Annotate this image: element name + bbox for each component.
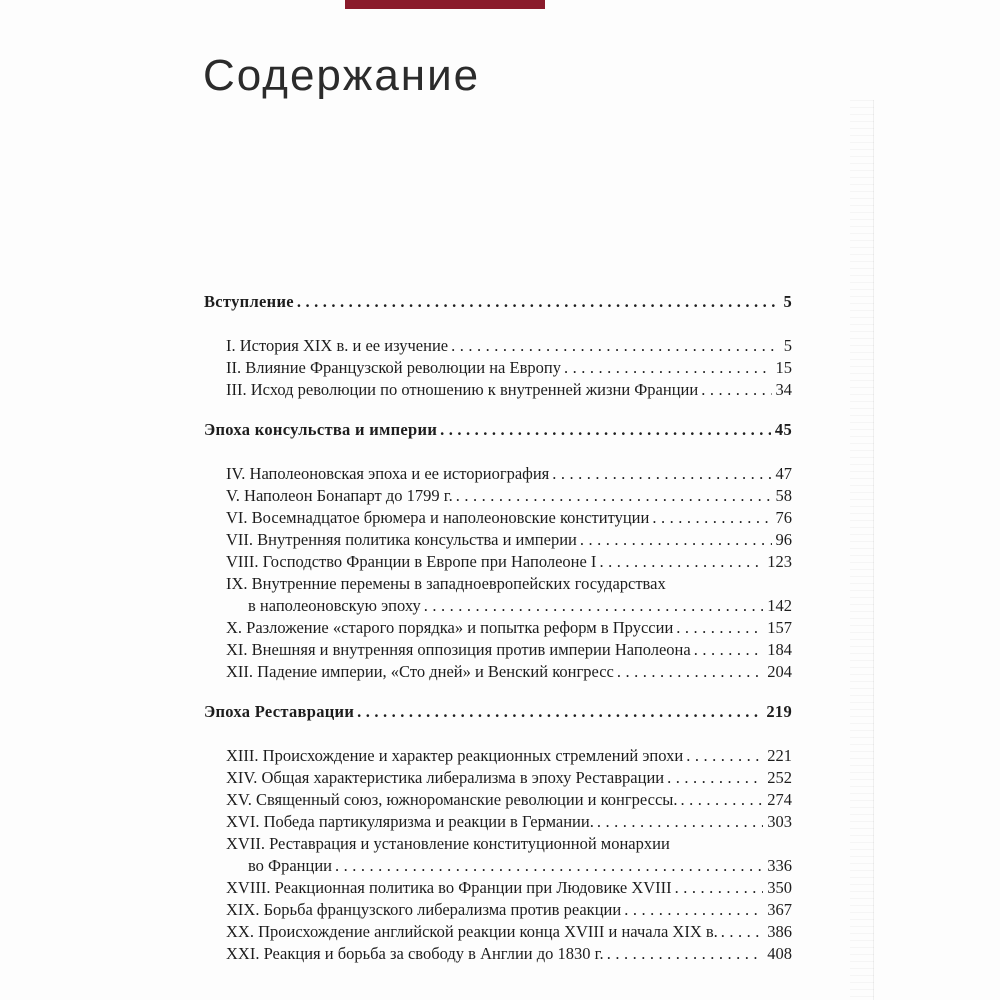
toc-section-consulate-empire xyxy=(204,419,792,683)
page-number: 47 xyxy=(775,464,792,483)
toc-row xyxy=(204,357,792,379)
toc-item-label: XVI. Победа партикуляризма и реакции в Германии. xyxy=(226,812,594,831)
page-number: 386 xyxy=(767,922,792,941)
toc-item-label: X. Разложение «старого порядка» и попытка реформ в Пруссии xyxy=(226,618,674,637)
page-number: 219 xyxy=(766,702,792,721)
page-number: 274 xyxy=(767,790,792,809)
table-of-contents xyxy=(204,291,792,965)
dot-leader xyxy=(357,701,762,723)
toc-section-header-label: Эпоха Реставрации xyxy=(204,702,355,721)
toc-row xyxy=(204,767,792,789)
toc-row xyxy=(204,661,792,683)
dot-leader xyxy=(440,419,771,441)
dot-leader xyxy=(624,899,763,921)
page-number: 5 xyxy=(783,292,792,311)
page-number: 34 xyxy=(775,380,792,399)
dot-leader xyxy=(686,745,763,767)
dot-leader xyxy=(701,379,771,401)
dot-leader xyxy=(694,639,764,661)
toc-item-label: XIII. Происхождение и характер реакционных стремлений эпохи xyxy=(226,746,684,765)
dot-leader xyxy=(681,789,764,811)
page-number: 58 xyxy=(775,486,792,505)
dot-leader xyxy=(676,617,763,639)
toc-item-label: IV. Наполеоновская эпоха и ее историография xyxy=(226,464,550,483)
dot-leader xyxy=(451,335,780,357)
dot-leader xyxy=(597,811,763,833)
dot-leader xyxy=(424,595,764,617)
toc-row xyxy=(204,811,792,833)
page-number: 96 xyxy=(775,530,792,549)
page-number: 45 xyxy=(774,420,792,439)
dot-leader xyxy=(564,357,772,379)
toc-row xyxy=(204,335,792,357)
top-image-crop-bar xyxy=(345,0,545,9)
toc-item-label-continuation: во Франции xyxy=(248,856,332,875)
dot-leader xyxy=(552,463,771,485)
toc-item-label: XX. Происхождение английской реакции конца XVIII и начала XIX в. xyxy=(226,922,718,941)
page-number: 252 xyxy=(767,768,792,787)
toc-item-label-continuation: в наполеоновскую эпоху xyxy=(248,596,421,615)
page-number: 204 xyxy=(767,662,792,681)
toc-section-header-label: Вступление xyxy=(204,292,294,311)
toc-item-label: I. История XIX в. и ее изучение xyxy=(226,336,449,355)
page-number: 184 xyxy=(767,640,792,659)
dot-leader xyxy=(667,767,763,789)
dot-leader xyxy=(297,291,780,313)
toc-item-label: XV. Священный союз, южнороманские революции и конгрессы. xyxy=(226,790,678,809)
toc-section-restoration xyxy=(204,701,792,965)
toc-row xyxy=(204,639,792,661)
toc-row-line1 xyxy=(204,573,792,595)
toc-item-label: IX. Внутренние перемены в западноевропейских государствах xyxy=(226,574,666,593)
dot-leader xyxy=(617,661,763,683)
page-number: 15 xyxy=(775,358,792,377)
page-number: 408 xyxy=(767,944,792,963)
toc-row xyxy=(204,379,792,401)
toc-section-introduction xyxy=(204,291,792,401)
toc-row-line2 xyxy=(204,595,792,617)
toc-section-header xyxy=(204,701,792,723)
toc-row xyxy=(204,551,792,573)
toc-item-label: XIV. Общая характеристика либерализма в эпоху Реставрации xyxy=(226,768,665,787)
page-number: 336 xyxy=(767,856,792,875)
toc-row xyxy=(204,745,792,767)
dot-leader xyxy=(607,943,764,965)
toc-row xyxy=(204,507,792,529)
toc-row xyxy=(204,617,792,639)
toc-row xyxy=(204,485,792,507)
toc-row-line2 xyxy=(204,855,792,877)
dot-leader xyxy=(675,877,764,899)
toc-item-label: III. Исход революции по отношению к внутренней жизни Франции xyxy=(226,380,699,399)
toc-row xyxy=(204,463,792,485)
dot-leader xyxy=(652,507,771,529)
toc-section-header xyxy=(204,291,792,313)
page-number: 221 xyxy=(767,746,792,765)
toc-section-header-label: Эпоха консульства и империи xyxy=(204,420,438,439)
page-number: 76 xyxy=(775,508,792,527)
toc-row xyxy=(204,789,792,811)
toc-item-label: XVIII. Реакционная политика во Франции при Людовике XVIII xyxy=(226,878,672,897)
page-number: 350 xyxy=(767,878,792,897)
toc-item-label: XI. Внешняя и внутренняя оппозиция против империи Наполеона xyxy=(226,640,691,659)
toc-item-label: XIX. Борьба французского либерализма против реакции xyxy=(226,900,622,919)
page-edge-shadow xyxy=(850,100,874,1000)
toc-item-label: XII. Падение империи, «Сто дней» и Венский конгресс xyxy=(226,662,614,681)
toc-item-label: XVII. Реставрация и установление конституционной монархии xyxy=(226,834,670,853)
dot-leader xyxy=(721,921,763,943)
toc-row xyxy=(204,877,792,899)
toc-row xyxy=(204,921,792,943)
toc-row xyxy=(204,899,792,921)
page-number: 157 xyxy=(767,618,792,637)
dot-leader xyxy=(599,551,763,573)
toc-item-label: V. Наполеон Бонапарт до 1799 г. xyxy=(226,486,453,505)
toc-item-label: VI. Восемнадцатое брюмера и наполеоновские конституции xyxy=(226,508,650,527)
toc-row-wrapped xyxy=(204,573,792,617)
toc-item-label: XXI. Реакция и борьба за свободу в Англии до 1830 г. xyxy=(226,944,604,963)
page-title: Содержание xyxy=(203,51,481,100)
page-number: 123 xyxy=(767,552,792,571)
dot-leader xyxy=(335,855,763,877)
toc-section-header xyxy=(204,419,792,441)
toc-item-label: VII. Внутренняя политика консульства и империи xyxy=(226,530,577,549)
page-number: 5 xyxy=(783,336,792,355)
dot-leader xyxy=(456,485,772,507)
toc-row xyxy=(204,943,792,965)
page-number: 142 xyxy=(767,596,792,615)
toc-row-line1 xyxy=(204,833,792,855)
page-number: 367 xyxy=(767,900,792,919)
toc-row-wrapped xyxy=(204,833,792,877)
toc-item-label: II. Влияние Французской революции на Европу xyxy=(226,358,561,377)
toc-row xyxy=(204,529,792,551)
toc-item-label: VIII. Господство Франции в Европе при Наполеоне I xyxy=(226,552,597,571)
dot-leader xyxy=(580,529,772,551)
page-number: 303 xyxy=(767,812,792,831)
